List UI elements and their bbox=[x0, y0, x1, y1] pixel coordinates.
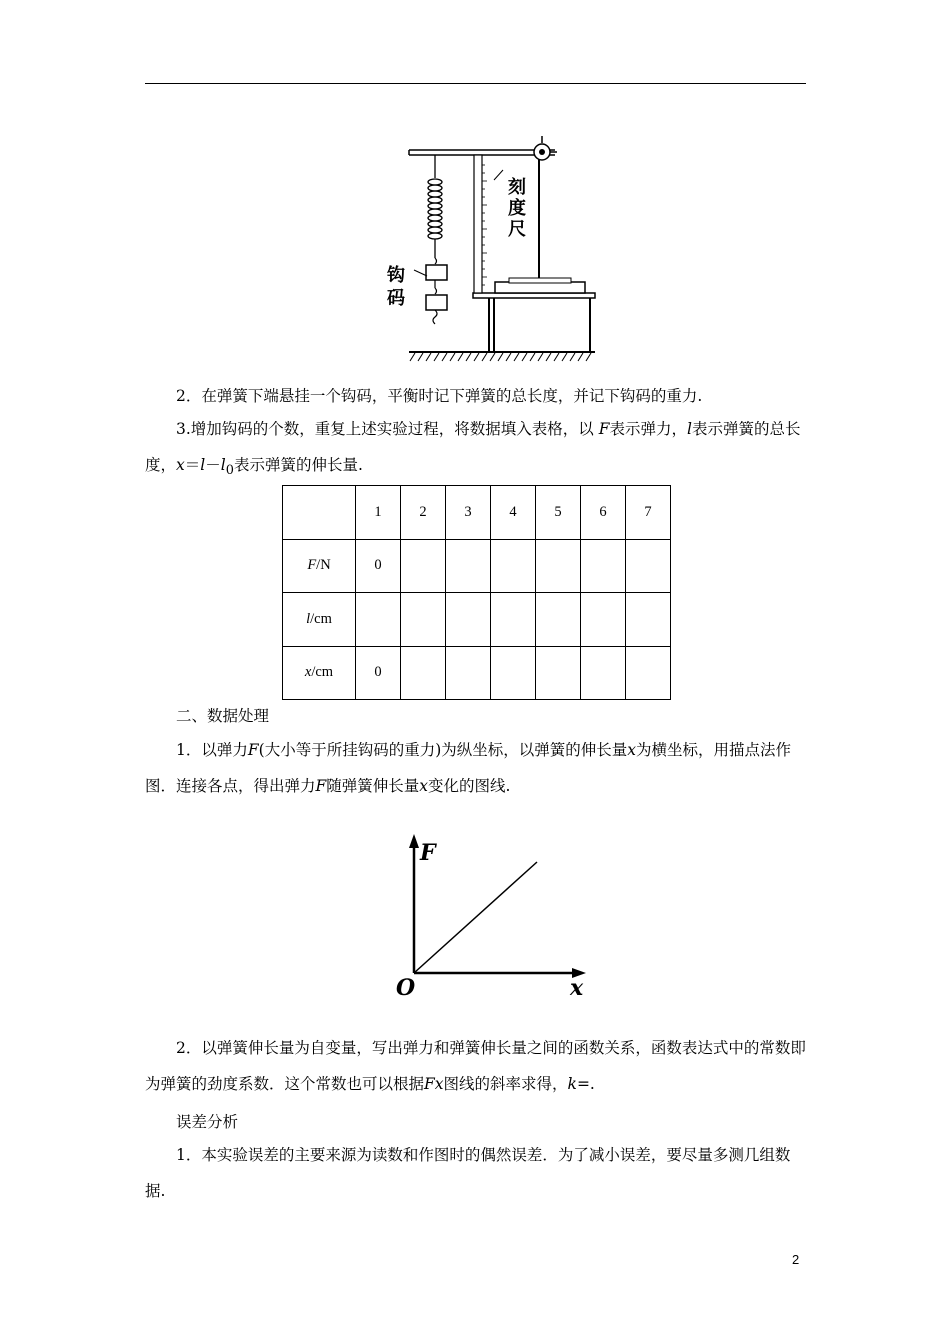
table-header-cell: 1 bbox=[356, 486, 401, 540]
table-cell bbox=[401, 539, 446, 593]
step-2-text: 2．在弹簧下端悬挂一个钩码，平衡时记下弹簧的总长度，并记下钩码的重力. bbox=[176, 387, 703, 405]
table-cell bbox=[401, 646, 446, 700]
weights-label-2: 码 bbox=[387, 288, 405, 309]
data-line bbox=[414, 862, 537, 973]
table-cell bbox=[536, 646, 581, 700]
var-x: x bbox=[176, 456, 185, 474]
table-header-cell: 7 bbox=[626, 486, 671, 540]
table-cell bbox=[626, 646, 671, 700]
table-row bbox=[283, 646, 671, 700]
table-cell: 0 bbox=[356, 646, 401, 700]
table-header-cell: 4 bbox=[491, 486, 536, 540]
table-cell bbox=[581, 539, 626, 593]
step-3-part-d: 表示弹簧的伸长量. bbox=[233, 456, 363, 474]
table-cell bbox=[536, 593, 581, 647]
table-header-cell bbox=[283, 486, 356, 540]
var-F: F bbox=[598, 420, 610, 438]
var-l0: l bbox=[220, 456, 226, 474]
table-row bbox=[283, 593, 671, 647]
table-cell: 0 bbox=[356, 539, 401, 593]
equals-sign: ＝ bbox=[184, 456, 201, 474]
y-axis-arrow bbox=[409, 834, 419, 848]
table-cell bbox=[491, 646, 536, 700]
table-cell bbox=[626, 539, 671, 593]
table-cell bbox=[446, 539, 491, 593]
spring-apparatus-figure bbox=[387, 130, 600, 365]
table-cell bbox=[401, 593, 446, 647]
row-label: x/cm bbox=[283, 646, 356, 700]
table-cell bbox=[491, 593, 536, 647]
step-3-part-c: 表示弹簧的总长度， bbox=[145, 420, 801, 474]
table-cell bbox=[581, 646, 626, 700]
data-table bbox=[282, 485, 671, 700]
error-analysis-heading: 误差分析 bbox=[176, 1113, 239, 1131]
table-header-cell: 6 bbox=[581, 486, 626, 540]
ruler-label-1: 刻 bbox=[508, 177, 526, 198]
var-l: l bbox=[687, 420, 692, 438]
minus-sign: － bbox=[205, 456, 221, 474]
table-cell bbox=[446, 646, 491, 700]
table-header-cell: 3 bbox=[446, 486, 491, 540]
page-number: 2 bbox=[792, 1252, 800, 1267]
table-cell bbox=[356, 593, 401, 647]
subscript-0: 0 bbox=[225, 463, 234, 479]
step-3-text bbox=[145, 411, 806, 489]
row-label: F/N bbox=[283, 539, 356, 593]
table-cell bbox=[491, 539, 536, 593]
table-cell bbox=[626, 593, 671, 647]
table-header-cell: 2 bbox=[401, 486, 446, 540]
step-3-part-a: 3.增加钩码的个数，重复上述实验过程，将数据填入表格，以 bbox=[176, 420, 599, 438]
weights-label-1: 钩 bbox=[387, 265, 405, 286]
y-axis-label: F bbox=[420, 840, 436, 866]
table-row bbox=[283, 539, 671, 593]
table-header-row bbox=[283, 486, 671, 540]
var-l-2: l bbox=[200, 456, 206, 474]
force-extension-graph bbox=[390, 830, 600, 1002]
table-header-cell: 5 bbox=[536, 486, 581, 540]
ruler-label-3: 尺 bbox=[508, 219, 526, 240]
table-cell bbox=[581, 593, 626, 647]
para-2-function-relation: 2．以弹簧伸长量为自变量，写出弹力和弹簧伸长量之间的函数关系，函数表达式中的常数即为弹簧的劲度系数．这个常数也可以根据Fx图线的斜率求得，k=. bbox=[145, 1039, 806, 1093]
table-cell bbox=[446, 593, 491, 647]
ruler-label-2: 度 bbox=[508, 198, 526, 219]
error-analysis-paragraph-1: 1．本实验误差的主要来源为读数和作图时的偶然误差．为了减小误差，要尽量多测几组数据. bbox=[145, 1146, 791, 1200]
row-label: l/cm bbox=[283, 593, 356, 647]
section2-paragraph-1: 1．以弹力F(大小等于所挂钩码的重力)为纵坐标，以弹簧的伸长量x为横坐标，用描点法作图．连接各点，得出弹力F随弹簧伸长量x变化的图线. bbox=[145, 741, 792, 795]
step-3-part-b: 表示弹力， bbox=[609, 420, 687, 438]
origin-label: O bbox=[396, 975, 416, 1001]
section-heading-data-processing: 二、数据处理 bbox=[176, 707, 270, 725]
x-axis-label: x bbox=[570, 975, 584, 1001]
header-rule bbox=[145, 83, 806, 84]
table-cell bbox=[536, 539, 581, 593]
